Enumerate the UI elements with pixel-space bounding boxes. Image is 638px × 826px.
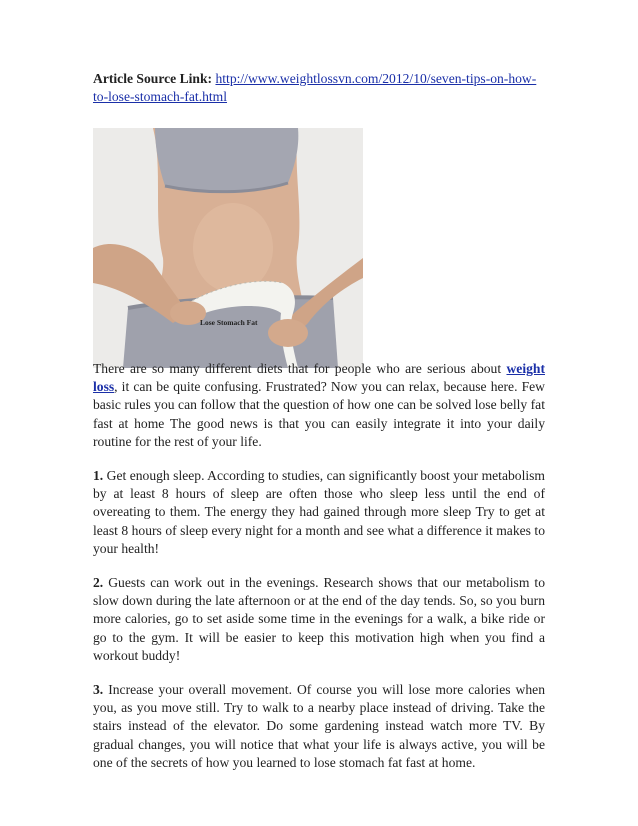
tip-number: 3. xyxy=(93,682,104,698)
tip-paragraph xyxy=(93,574,545,665)
intro-text-start: There are so many different diets that for people who are serious about xyxy=(93,361,507,376)
article-image xyxy=(93,128,363,368)
intro-text-end: , it can be quite confusing. Frustrated? Now you can relax, because here. Few basic rules you can follow that the question of how one can be solved lose belly fat fast at home The good news is that you can easily integrate it into your daily routine for the rest of your life. xyxy=(93,379,545,449)
article-source xyxy=(93,70,545,106)
source-link[interactable]: http://www.weightlossvn.com/2012/10/seven-tips-on-how-to-lose-stomach-fat.html xyxy=(93,71,537,104)
tip-paragraph xyxy=(93,681,545,772)
tip-number: 1. xyxy=(93,468,104,484)
tip-number: 2. xyxy=(93,575,104,591)
intro-paragraph xyxy=(93,360,545,451)
source-label: Article Source Link: xyxy=(93,71,213,86)
tip-text: Guests can work out in the evenings. Research shows that our metabolism to slow down during the late afternoon or at the end of the day tends. So, so you burn more calories, go to set aside some time in the evenings for a walk, a bike ride or go to the gym. It will be easier to keep this motivation high when you find a workout buddy! xyxy=(93,575,545,663)
tip-paragraph xyxy=(93,467,545,558)
weight-loss-link[interactable]: weight loss xyxy=(93,361,545,395)
document-page xyxy=(93,70,545,770)
article-body xyxy=(93,360,545,788)
image-caption: Lose Stomach Fat xyxy=(200,318,258,327)
tip-text: Get enough sleep. According to studies, can significantly boost your metabolism by at least 8 hours of sleep are often those who sleep less until the end of overeating to them. The energy they had gained through more sleep Try to get at least 8 hours of sleep every night for a month and see what a difference it makes to your health! xyxy=(93,468,545,556)
woman-measuring-waist-illustration xyxy=(93,128,363,368)
tip-text: Increase your overall movement. Of course you will lose more calories when you, as you move still. Try to walk to a nearby place instead of driving. Take the stairs instead of the elevator. Do some gardening instead watch more TV. By gradual changes, you will notice that what your life is always active, you will be one of the secrets of how you learned to lose stomach fat fast at home. xyxy=(93,682,545,770)
stomach-photo xyxy=(93,128,363,368)
